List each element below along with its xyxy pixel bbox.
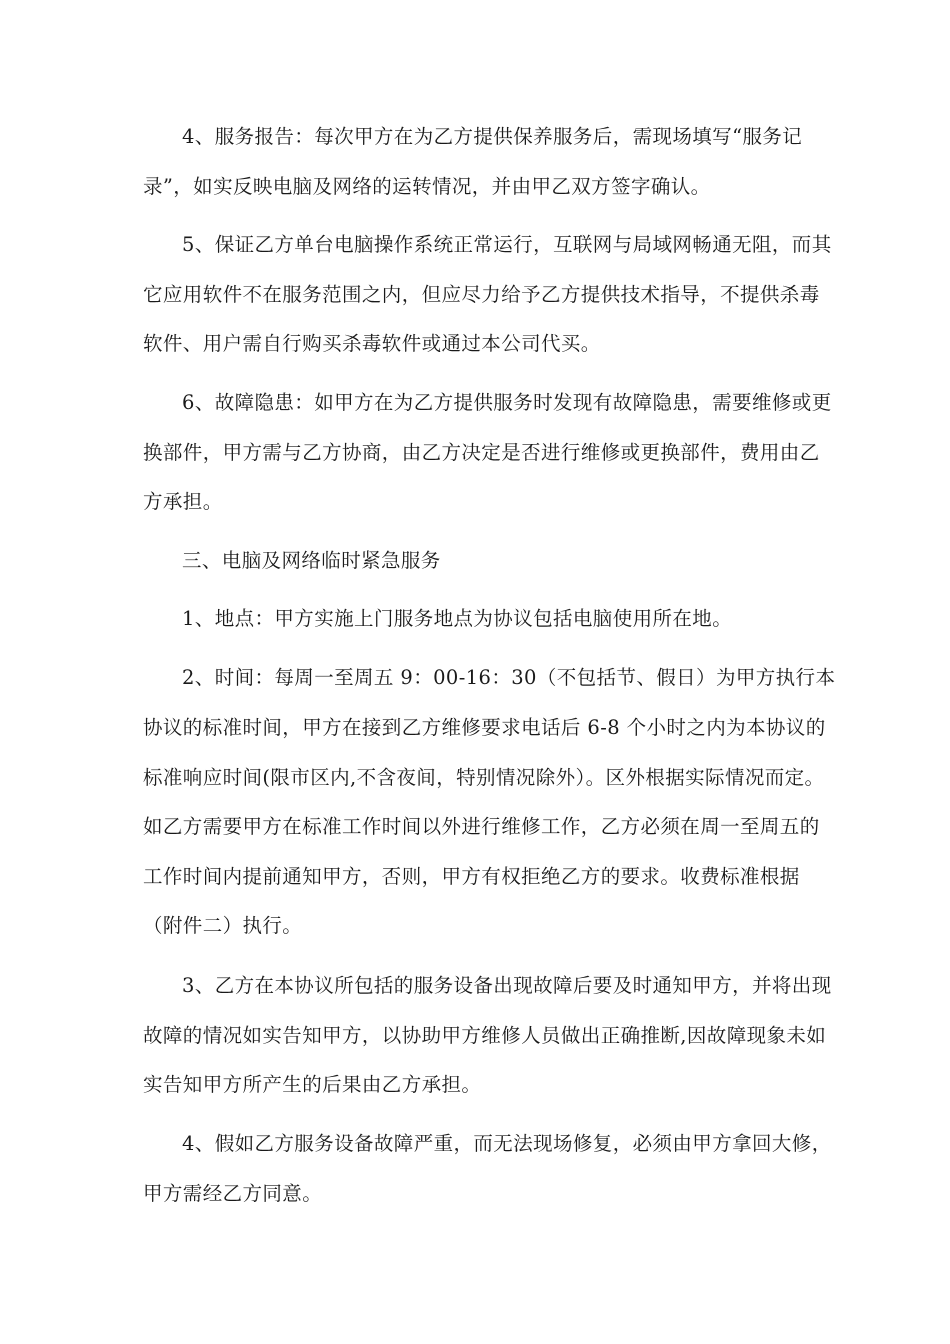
paragraph-line: 标准响应时间(限市区内,不含夜间，特别情况除外）。区外根据实际情况而定。 — [143, 766, 825, 789]
paragraph-line: 协议的标准时间，甲方在接到乙方维修要求电话后 6-8 个小时之内为本协议的 — [143, 716, 826, 739]
paragraph-line: 3、乙方在本协议所包括的服务设备出现故障后要及时通知甲方，并将出现 — [182, 974, 832, 997]
paragraph-line: 2、时间：每周一至周五 9：00-16：30（不包括节、假日）为甲方执行本 — [182, 666, 836, 689]
paragraph-line: 录”，如实反映电脑及网络的运转情况，并由甲乙双方签字确认。 — [143, 175, 711, 198]
paragraph-line: 如乙方需要甲方在标准工作时间以外进行维修工作，乙方必须在周一至周五的 — [143, 815, 820, 838]
paragraph-line: 工作时间内提前通知甲方，否则，甲方有权拒绝乙方的要求。收费标准根据 — [143, 865, 800, 888]
paragraph-line: 实告知甲方所产生的后果由乙方承担。 — [143, 1073, 482, 1096]
paragraph-line: 5、保证乙方单台电脑操作系统正常运行，互联网与局域网畅通无阻，而其 — [182, 233, 832, 256]
paragraph-line: 方承担。 — [143, 490, 223, 513]
paragraph-line: 故障的情况如实告知甲方，以协助甲方维修人员做出正确推断,因故障现象未如 — [143, 1024, 827, 1047]
paragraph-line: 4、服务报告：每次甲方在为乙方提供保养服务后，需现场填写“服务记 — [182, 125, 803, 148]
paragraph-line: （附件二）执行。 — [143, 914, 303, 937]
paragraph-line: 换部件，甲方需与乙方协商，由乙方决定是否进行维修或更换部件，费用由乙 — [143, 441, 820, 464]
paragraph-line: 6、故障隐患：如甲方在为乙方提供服务时发现有故障隐患，需要维修或更 — [182, 391, 832, 414]
paragraph-line: 1、地点：甲方实施上门服务地点为协议包括电脑使用所在地。 — [182, 607, 733, 630]
section-heading: 三、电脑及网络临时紧急服务 — [182, 549, 441, 572]
paragraph-line: 软件、用户需自行购买杀毒软件或通过本公司代买。 — [143, 332, 601, 355]
paragraph-line: 4、假如乙方服务设备故障严重，而无法现场修复，必须由甲方拿回大修， — [182, 1132, 832, 1155]
paragraph-line: 它应用软件不在服务范围之内，但应尽力给予乙方提供技术指导，不提供杀毒 — [143, 283, 820, 306]
paragraph-line: 甲方需经乙方同意。 — [143, 1182, 323, 1205]
